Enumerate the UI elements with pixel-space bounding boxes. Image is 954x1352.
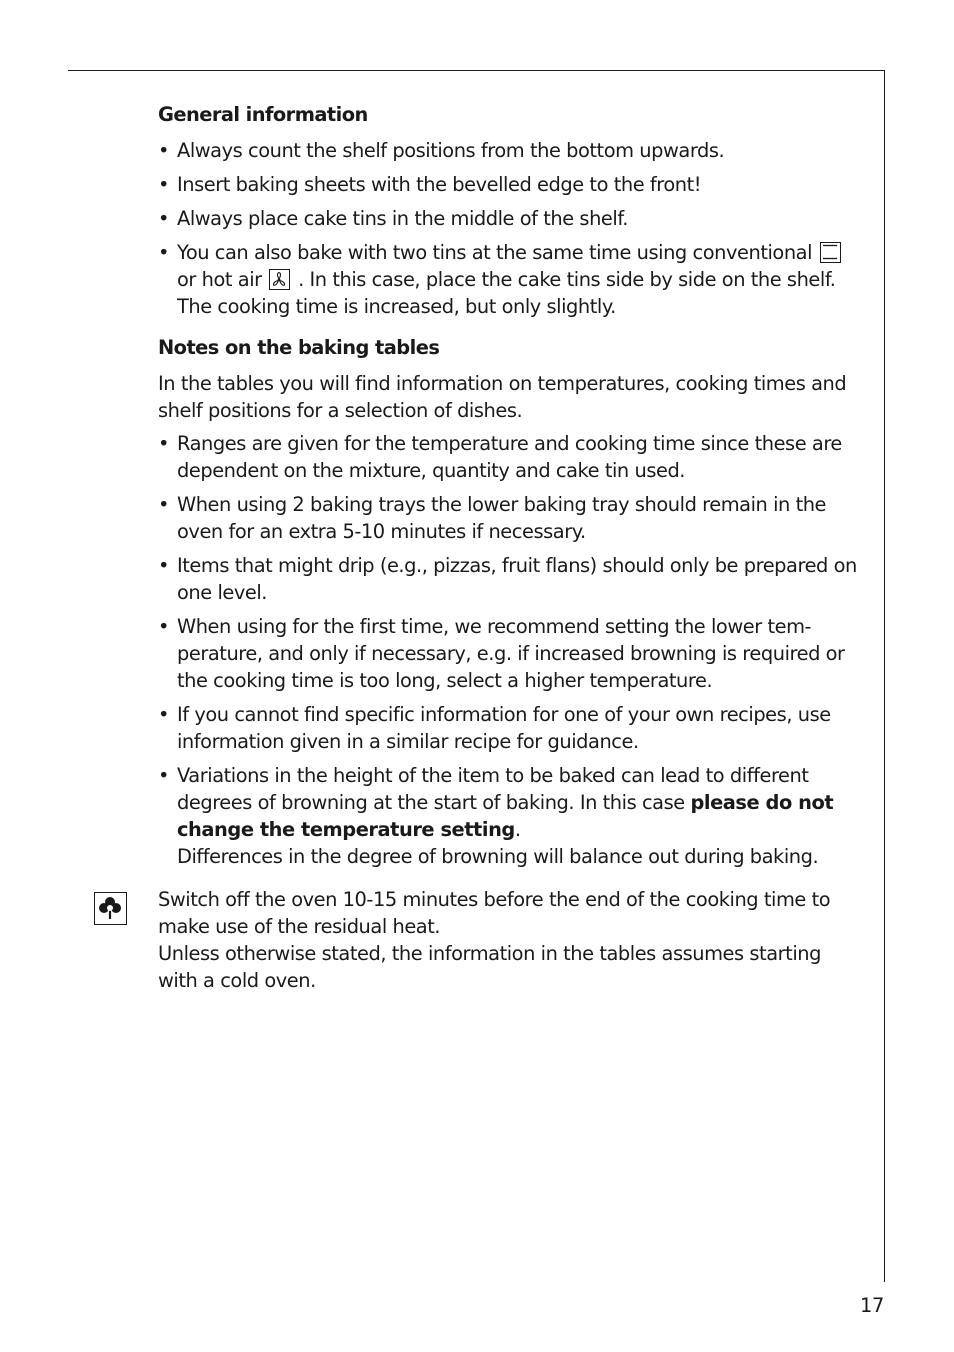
bullet-continuation: Differences in the degree of browning will balance out during baking. [177,845,819,868]
bullet-text: Variations in the height of the item to be baked can lead to different degrees of browning at the start of baking. In this case [177,764,809,814]
tip-line: Unless otherwise stated, the information in the tables assumes starting with a cold oven. [158,942,821,992]
emphasis-text: please do not change the temperature setting [177,791,834,841]
list-item: • Items that might drip (e.g., pizzas, fruit flans) should only be prepared on one level. [158,552,863,606]
clover-icon [94,892,127,925]
page-number: 17 [860,1294,885,1317]
general-information-heading: General information [158,103,368,126]
list-item: • If you cannot find specific information for one of your own recipes, use information given in a similar recipe for guidance. [158,701,863,755]
list-item: • Insert baking sheets with the bevelled edge to the front! [158,171,863,198]
conventional-heating-icon [820,242,841,263]
general-information-list [158,137,863,320]
list-item: • Ranges are given for the temperature and cooking time since these are dependent on the mixture, quantity and cake tin used. [158,430,863,484]
hot-air-fan-icon [269,269,290,290]
bullet-text: or hot air [177,268,262,291]
notes-list [158,430,863,870]
bullet-text: . In this case, place the cake tins side by side on the shelf. The cooking time is increased, but only slightly. [177,268,836,318]
list-item [158,762,863,870]
bullet-text: You can also bake with two tins at the same time using conventional [177,241,813,264]
list-item: • When using 2 baking trays the lower baking tray should remain in the oven for an extra 5-10 minutes if necessary. [158,491,863,545]
main-content [158,101,863,877]
tip-line: Switch off the oven 10-15 minutes before the end of the cooking time to make use of the residual heat. [158,888,831,938]
notes-intro: In the tables you will find information on temperatures, cooking times and shelf positions for a selection of dishes. [158,372,847,422]
top-rule [68,70,885,71]
list-item [158,239,863,320]
list-item: • Always count the shelf positions from the bottom upwards. [158,137,863,164]
tip-text [158,886,863,994]
notes-heading: Notes on the baking tables [158,336,440,359]
side-rule [884,70,885,1282]
bullet-text: . [514,818,521,841]
list-item: • When using for the first time, we recommend setting the lower tem-perature, and only if necessary, e.g. if increased browning is required or the cooking time is too long, select a higher temperature. [158,613,863,694]
list-item: • Always place cake tins in the middle of the shelf. [158,205,863,232]
